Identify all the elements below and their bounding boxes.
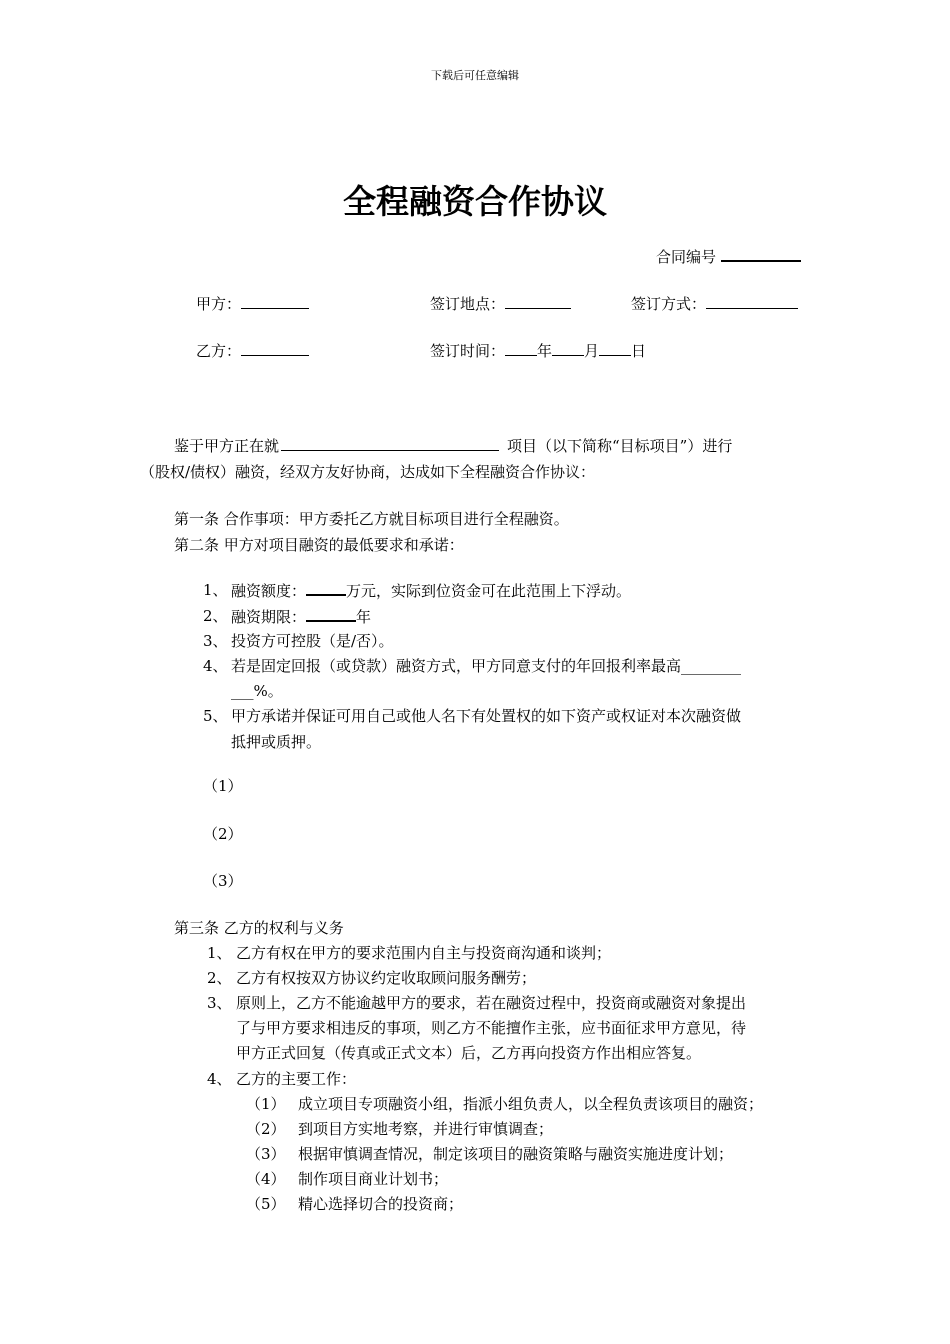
sign-place-blank[interactable] xyxy=(505,294,571,309)
work-item-1: 成立项目专项融资小组，指派小组负责人，以全程负责该项目的融资； xyxy=(298,1095,764,1113)
intro-end: 项目（以下简称“目标项目”）进行 xyxy=(507,437,733,455)
art3-item-3-line-1: 原则上，乙方不能逾越甲方的要求，若在融资过程中，投资商或融资对象提出 xyxy=(236,994,747,1012)
sign-method-label: 签订方式： xyxy=(631,295,707,313)
art3-item-3-line-2: 了与甲方要求相违反的事项，则乙方不能擅作主张，应书面征求甲方意见，待 xyxy=(236,1019,747,1037)
financing-amount-label: 融资额度： xyxy=(231,582,307,600)
contract-number-blank[interactable] xyxy=(721,246,801,262)
art2-item-1-num: 1、 xyxy=(203,581,228,599)
art2-item-3: 投资方可控股（是/否）。 xyxy=(231,632,394,650)
art2-item-1 xyxy=(231,580,631,601)
asset-item-2: （2） xyxy=(203,825,243,843)
art2-item-5-num: 5、 xyxy=(203,707,228,725)
art2-item-3-num: 3、 xyxy=(203,632,228,650)
year-blank[interactable] xyxy=(505,341,537,356)
financing-amount-blank[interactable] xyxy=(306,580,346,596)
work-item-5-num: （5） xyxy=(246,1195,286,1213)
contract-number-label: 合同编号 xyxy=(656,248,717,266)
party-a-blank[interactable] xyxy=(241,294,309,309)
work-item-5: 精心选择切合的投资商； xyxy=(298,1195,464,1213)
financing-term-blank[interactable] xyxy=(306,606,356,622)
sign-time-label: 签订时间： xyxy=(430,342,506,360)
art2-item-4-num: 4、 xyxy=(203,657,228,675)
header-note: 下载后可任意编辑 xyxy=(431,69,519,82)
day-label: 日 xyxy=(631,342,647,360)
art2-item-5-line-1: 甲方承诺并保证可用自己或他人名下有处置权的如下资产或权证对本次融资做 xyxy=(231,707,742,725)
asset-item-3: （3） xyxy=(203,872,243,890)
art3-item-1-num: 1、 xyxy=(207,944,232,962)
document-title: 全程融资合作协议 xyxy=(343,182,607,221)
work-item-3-num: （3） xyxy=(246,1145,286,1163)
art2-item-4-line-1: 若是固定回报（或贷款）融资方式，甲方同意支付的年回报利率最高________ xyxy=(231,657,742,675)
party-b-label: 乙方： xyxy=(196,342,242,360)
intro-start: 鉴于甲方正在就 xyxy=(174,437,280,455)
sign-time xyxy=(430,341,646,361)
sign-place-label: 签订地点： xyxy=(430,295,506,313)
financing-term-label: 融资期限： xyxy=(231,608,307,626)
art3-item-3-line-3: 甲方正式回复（传真或正式文本）后，乙方再向投资方作出相应答复。 xyxy=(236,1044,702,1062)
party-b xyxy=(196,341,309,361)
intro-line-2: （股权/债权）融资，经双方友好协商，达成如下全程融资合作协议： xyxy=(140,463,596,481)
work-item-4-num: （4） xyxy=(246,1170,286,1188)
sign-place xyxy=(430,294,571,314)
intro-line-1 xyxy=(174,436,732,456)
sign-method-blank[interactable] xyxy=(706,294,798,309)
art2-item-5-line-2: 抵押或质押。 xyxy=(231,733,322,751)
day-blank[interactable] xyxy=(599,341,631,356)
month-label: 月 xyxy=(584,342,600,360)
work-item-3: 根据审慎调查情况，制定该项目的融资策略与融资实施进度计划； xyxy=(298,1145,734,1163)
sign-method xyxy=(631,294,798,314)
party-a xyxy=(196,294,309,314)
art3-item-2: 乙方有权按双方协议约定收取顾问服务酬劳； xyxy=(236,969,537,987)
month-blank[interactable] xyxy=(552,341,584,356)
art3-item-1: 乙方有权在甲方的要求范围内自主与投资商沟通和谈判； xyxy=(236,944,612,962)
art2-item-4-line-2: ___%。 xyxy=(231,682,283,700)
work-item-1-num: （1） xyxy=(246,1095,286,1113)
article-2: 第二条 甲方对项目融资的最低要求和承诺： xyxy=(174,536,464,554)
asset-item-1: （1） xyxy=(203,777,243,795)
work-item-2-num: （2） xyxy=(246,1120,286,1138)
party-b-blank[interactable] xyxy=(241,341,309,356)
art2-item-2-num: 2、 xyxy=(203,607,228,625)
work-item-4: 制作项目商业计划书； xyxy=(298,1170,449,1188)
financing-amount-desc: 万元，实际到位资金可在此范围上下浮动。 xyxy=(346,582,632,600)
party-a-label: 甲方： xyxy=(196,295,242,313)
art3-item-3-num: 3、 xyxy=(207,994,232,1012)
article-3: 第三条 乙方的权利与义务 xyxy=(174,919,344,937)
financing-term-unit: 年 xyxy=(356,608,372,626)
year-label: 年 xyxy=(537,342,553,360)
project-name-blank[interactable] xyxy=(281,436,499,451)
contract-number xyxy=(656,246,801,267)
art3-item-2-num: 2、 xyxy=(207,969,232,987)
art3-item-4: 乙方的主要工作： xyxy=(236,1070,357,1088)
art2-item-2 xyxy=(231,606,371,627)
art3-item-4-num: 4、 xyxy=(207,1070,232,1088)
article-1: 第一条 合作事项：甲方委托乙方就目标项目进行全程融资。 xyxy=(174,510,569,528)
work-item-2: 到项目方实地考察，并进行审慎调查； xyxy=(298,1120,554,1138)
